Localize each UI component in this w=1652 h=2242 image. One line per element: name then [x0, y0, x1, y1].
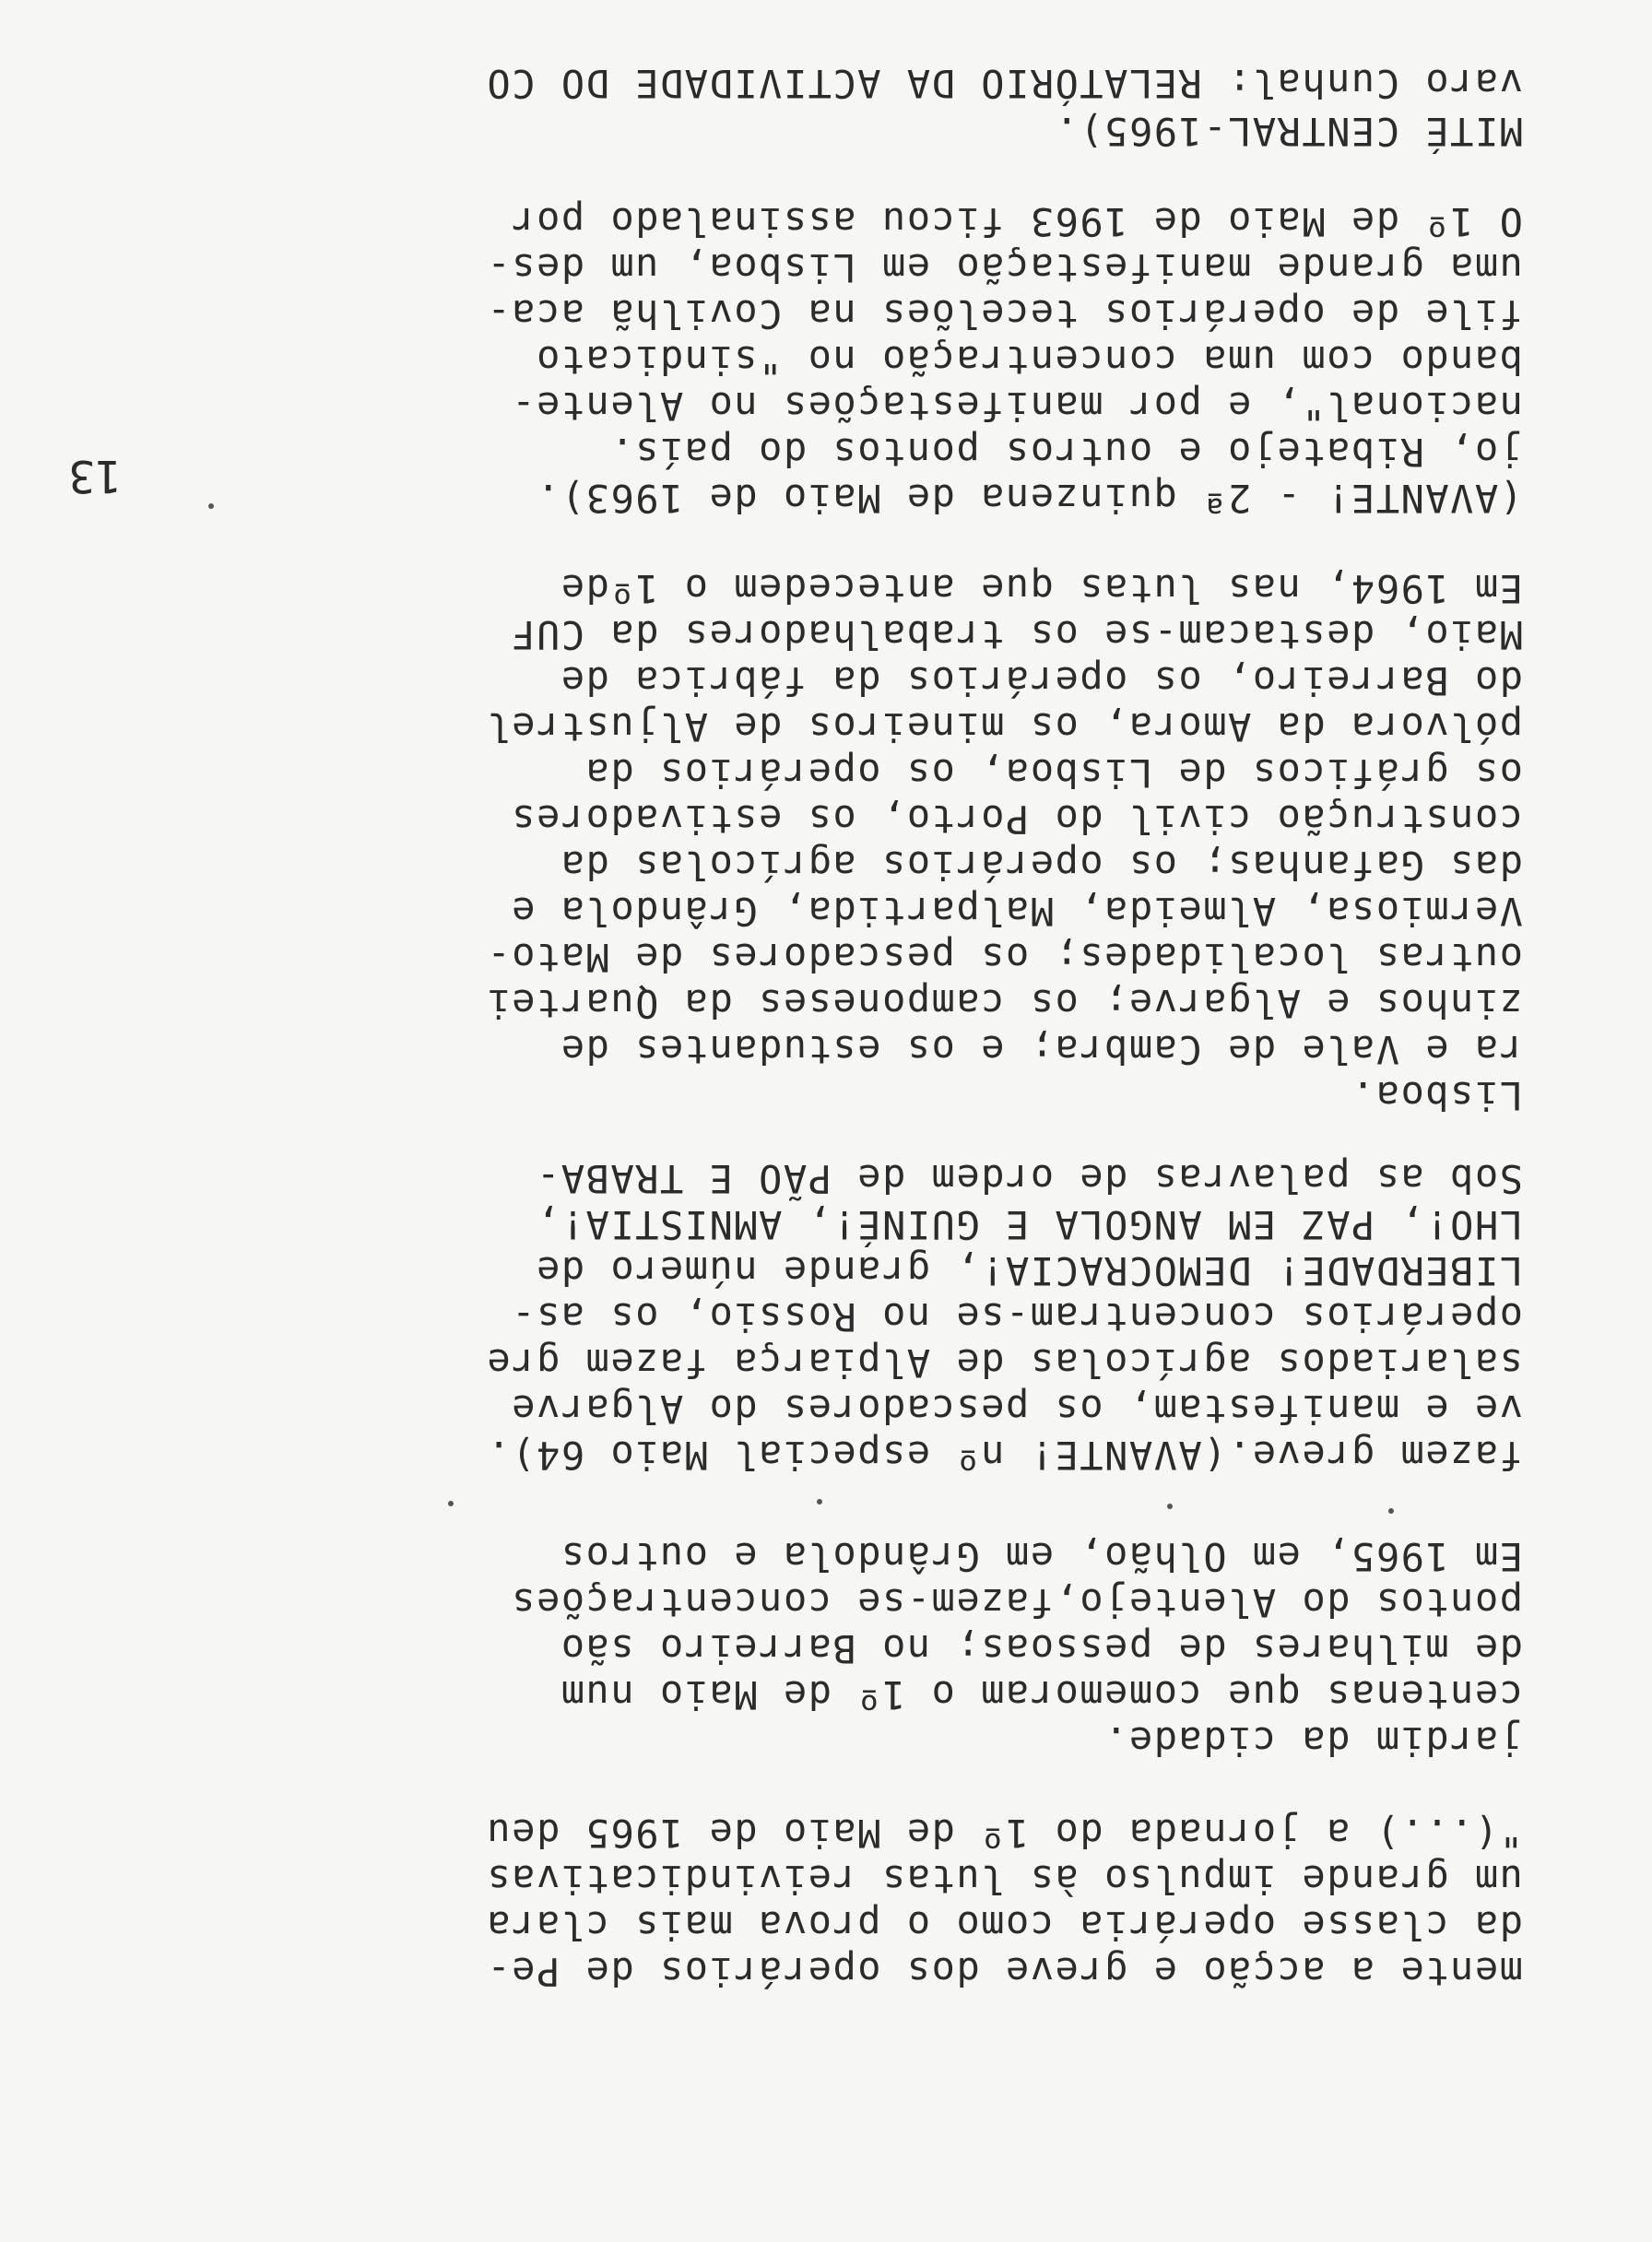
text-line: O 1º de Maio de 1963 ficou assinalado por [510, 199, 1523, 244]
text-line: centenas que comemoram o 1º de Maio num [560, 1672, 1523, 1717]
text-line: salariados agrícolas de Alpiarça fazem gre [485, 1340, 1523, 1386]
text-line: mente a acção e greve dos operários de Pe- [485, 1949, 1523, 1994]
text-line: file de operários tecelões na Covilhã aca- [485, 291, 1523, 336]
ink-speck [817, 1499, 822, 1504]
text-line: bando com uma concentração no "sindicato [535, 337, 1523, 383]
text-line: MITÉ CENTRAL-1965). [1054, 109, 1523, 154]
text-line: Maio, destacam-se os trabalhadores da CUF [510, 612, 1523, 657]
text-line: jardim da cidade. [1103, 1718, 1523, 1764]
text-line: ra e Vale de Cambra; e os estudantes de [560, 1027, 1523, 1072]
text-line: operários concentram-se no Rossio, os as- [510, 1294, 1523, 1339]
text-line: de milhares de pessoas; no Barreiro são [560, 1626, 1523, 1671]
text-line: LHO!, PAZ EM ANGOLA E GUINÉ!, AMNISTIA!, [535, 1202, 1523, 1247]
text-line: pontos do Alentejo,fazem-se concentrações [510, 1580, 1523, 1625]
text-line: fazem greve.(AVANTE! nº especial Maio 64). [485, 1433, 1523, 1478]
text-line: ve e manifestam, os pescadores do Algarve [510, 1386, 1523, 1432]
text-line: outras localidades; os pescadores de Mato- [485, 935, 1523, 980]
text-line: do Barreiro, os operários da fábrica de [560, 658, 1523, 703]
text-line: (AVANTE! - 2ª quinzena de Maio de 1963). [535, 476, 1523, 521]
ink-speck [1167, 1504, 1173, 1509]
text-line: Em 1965, em Olhão, em Grândola e outros [560, 1534, 1523, 1579]
ink-speck [1388, 1508, 1394, 1514]
text-line: varo Cunhal: RELATÓRIO DA ACTIVIDADE DO CO [485, 61, 1523, 106]
text-line: da classe operária como o prova mais clara [485, 1903, 1523, 1948]
text-line: Em 1964, nas lutas que antecedem o 1ºde [560, 566, 1523, 611]
text-line: das Gafanhas; os operários agrícolas da [560, 843, 1523, 888]
text-line: LIBERDADE! DEMOCRACIA!, grande número de [535, 1248, 1523, 1293]
ink-speck [208, 503, 214, 509]
text-line: Vermiosa, Almeida, Malpartida, Grândola e [510, 889, 1523, 934]
text-line: Lisboa. [1350, 1073, 1523, 1118]
page-number: 13 [68, 450, 122, 502]
text-line: "(...) a jornada do 1º de Maio de 1965 deu [485, 1811, 1523, 1856]
text-line: construção civil do Porto, os estivadores [510, 796, 1523, 842]
text-line: uma grande manifestação em Lisboa, um des- [485, 245, 1523, 290]
text-line: um grande impulso às lutas reivindicativas [485, 1857, 1523, 1902]
text-line: os gráficos de Lisboa, os operários da [584, 750, 1523, 796]
text-line: pólvora da Amora, os mineiros de Aljustrel [485, 704, 1523, 749]
text-line: Sob as palavras de ordem de PÃO E TRABA- [535, 1156, 1523, 1201]
text-line: jo, Ribatejo e outros pontos do país. [608, 430, 1523, 475]
text-line: zinhos e Algarve; os camponeses da Quartei [485, 981, 1523, 1026]
text-line: nacional", e por manifestações no Alente- [510, 384, 1523, 429]
ink-speck [448, 1501, 454, 1506]
